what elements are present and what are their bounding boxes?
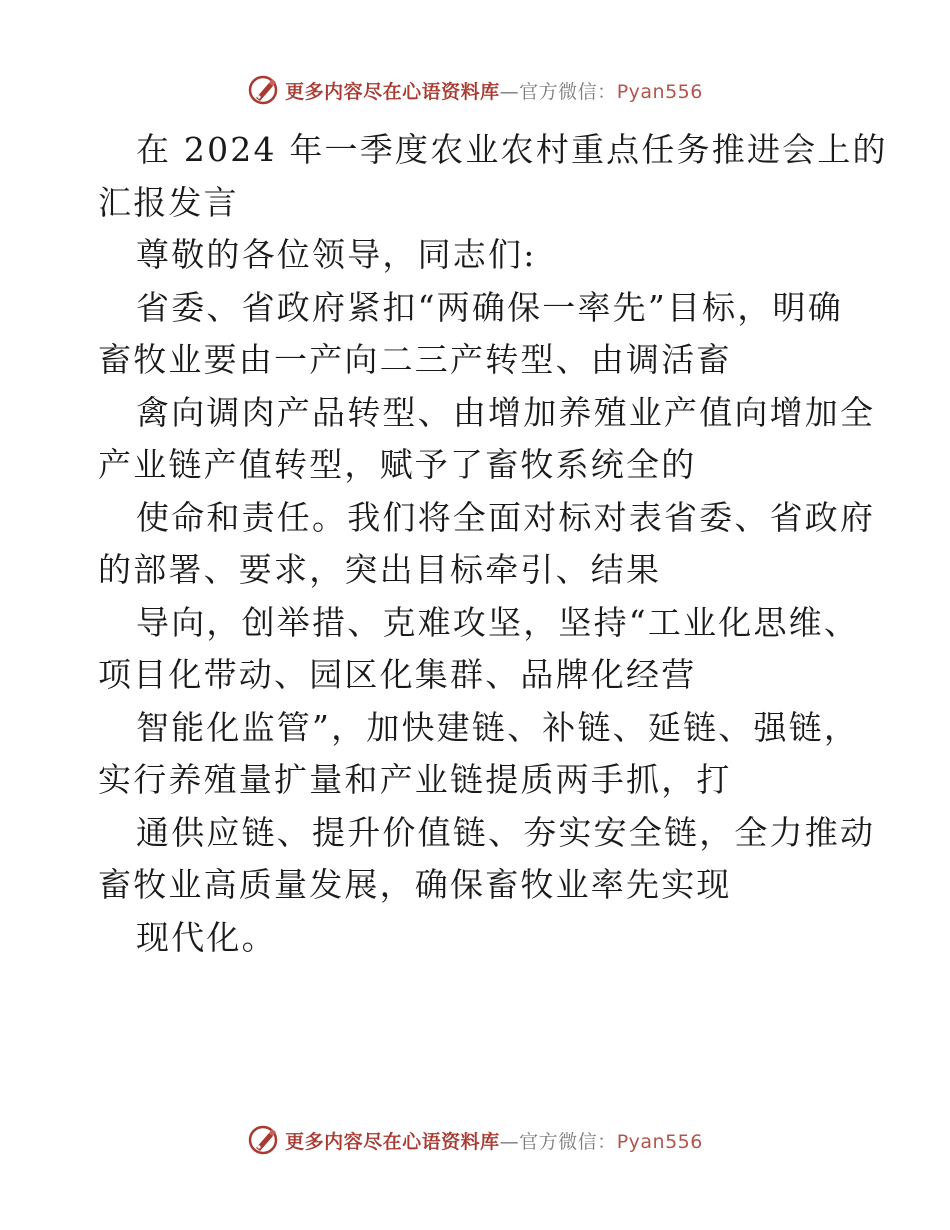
banner-wechat-label: 官方微信： <box>519 1130 617 1153</box>
banner-dash: — <box>499 80 520 103</box>
body-line: 在 2024 年一季度农业农村重点任务推进会上的 <box>136 130 888 169</box>
body-line: 畜牧业要由一产向二三产转型、由调活畜 <box>98 340 732 379</box>
banner-text <box>285 1127 703 1154</box>
body-line: 产业链产值转型，赋予了畜牧系统全的 <box>98 445 697 484</box>
footer-banner <box>0 1120 950 1160</box>
banner-wechat-id: Pyan556 <box>616 1130 703 1153</box>
banner-wechat-label: 官方微信： <box>519 80 617 103</box>
banner-dash: — <box>499 1130 520 1153</box>
body-line: 导向，创举措、克难攻坚，坚持“工业化思维、 <box>136 602 860 642</box>
body-line: 实行养殖量扩量和产业链提质两手抓，打 <box>98 760 732 799</box>
body-line: 尊敬的各位领导，同志们: <box>136 235 537 274</box>
body-line: 省委、省政府紧扣“两确保一率先”目标，明确 <box>136 287 843 327</box>
body-line: 的部署、要求，突出目标牵引、结果 <box>98 550 662 589</box>
body-line: 智能化监管”，加快建链、补链、延链、强链， <box>136 707 860 747</box>
pen-logo-icon <box>247 1123 281 1157</box>
pen-logo-icon <box>247 73 281 107</box>
body-line: 使命和责任。我们将全面对标对表省委、省政府 <box>136 497 876 537</box>
header-banner <box>0 70 950 110</box>
document-body <box>98 124 888 964</box>
banner-main-text: 更多内容尽在心语资料库 <box>285 80 500 103</box>
body-line: 畜牧业高质量发展，确保畜牧业率先实现 <box>98 865 732 904</box>
banner-text <box>285 77 703 104</box>
body-line: 汇报发言 <box>98 182 239 222</box>
banner-wechat-id: Pyan556 <box>616 80 703 103</box>
body-line: 项目化带动、园区化集群、品牌化经营 <box>98 655 697 694</box>
banner-main-text: 更多内容尽在心语资料库 <box>285 1130 500 1153</box>
body-line: 禽向调肉产品转型、由增加养殖业产值向增加全 <box>136 392 876 432</box>
body-line: 通供应链、提升价值链、夯实安全链，全力推动 <box>136 812 876 852</box>
body-line: 现代化。 <box>136 917 277 957</box>
